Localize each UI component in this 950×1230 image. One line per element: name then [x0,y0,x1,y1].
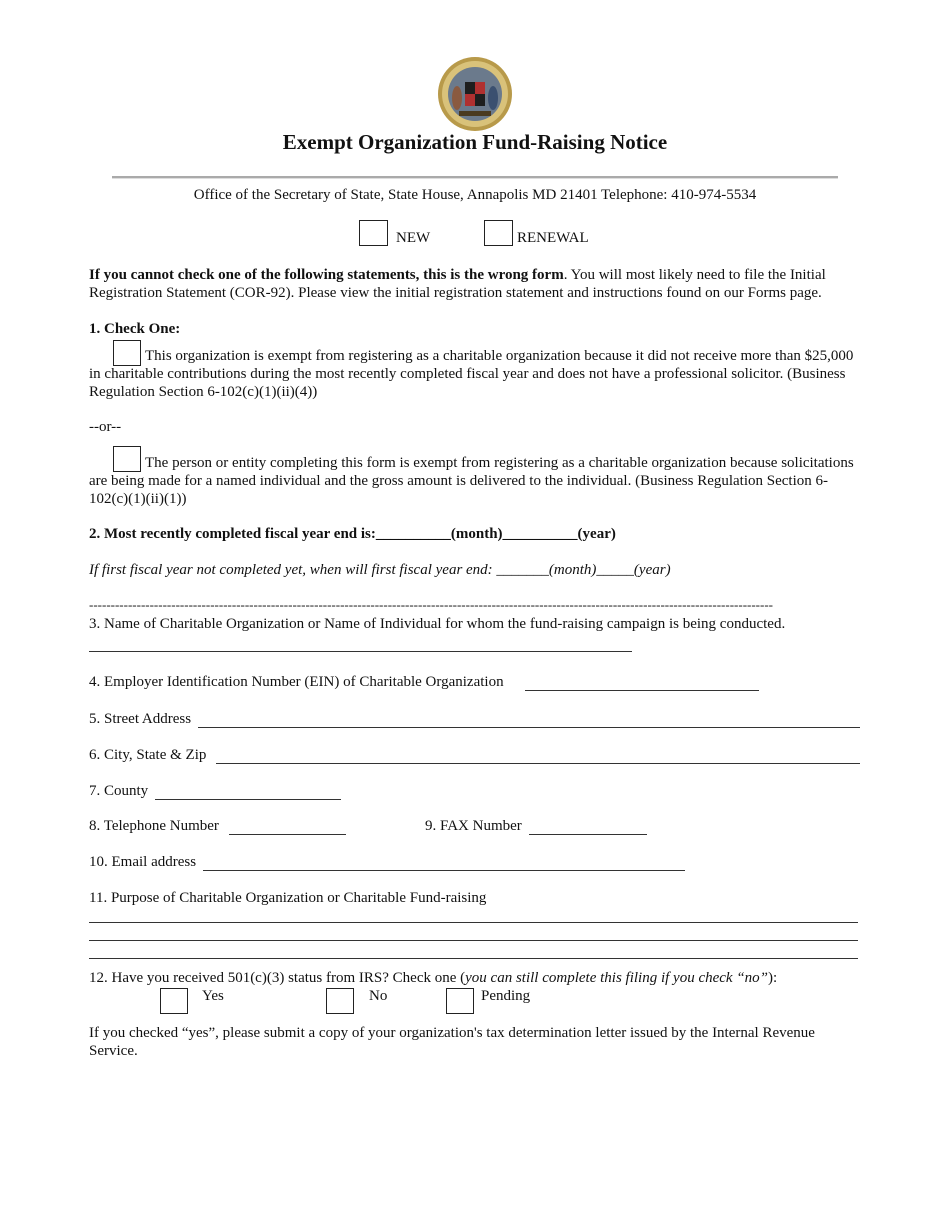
footer-note: If you checked “yes”, please submit a copy of your organization's tax determination letter issued by the Internal Revenue Service. [89,1025,815,1059]
dashed-separator: -------------------------------------------------------------------------------------------------------------------------------------------------------------- [89,597,773,612]
ein-input-line[interactable] [525,690,759,691]
q10-label: 10. Email address [89,854,197,870]
q12-question: 12. Have you received 501(c)(3) status from IRS? Check one (you can still complete this filing if you check “no”): [89,970,778,986]
irs-yes-label: Yes [202,988,224,1004]
office-address: Office of the Secretary of State, State House, Annapolis MD 21401 Telephone: 410-974-5534 [193,187,757,203]
new-checkbox[interactable] [359,220,388,246]
city-state-zip-input-line[interactable] [216,763,860,764]
telephone-input-line[interactable] [229,834,346,835]
purpose-input-line-2[interactable] [89,940,858,941]
street-address-input-line[interactable] [198,727,860,728]
irs-no-label: No [369,988,388,1004]
q4-label: 4. Employer Identification Number (EIN) of Charitable Organization [89,674,504,690]
fiscal-year-end-field[interactable]: 2. Most recently completed fiscal year end is:__________(month)__________(year) [89,526,616,542]
q3-label: 3. Name of Charitable Organization or Name of Individual for whom the fund-raising campaign is being conducted. [89,616,786,632]
intro-paragraph: If you cannot check one of the following statements, this is the wrong form. You will most likely need to file the Initial Registration Statement (COR-92). Please view the initial registration statement and instructions found on our Forms page. [89,267,826,301]
or-separator: --or-- [89,419,122,435]
q3-input-line[interactable] [89,651,632,652]
q6-label: 6. City, State & Zip [89,747,207,763]
title-divider [112,176,838,179]
q9-label: 9. FAX Number [425,818,522,834]
irs-yes-checkbox[interactable] [160,988,188,1014]
fax-input-line[interactable] [529,834,647,835]
irs-pending-checkbox[interactable] [446,988,474,1014]
purpose-input-line-1[interactable] [89,922,858,923]
q11-label: 11. Purpose of Charitable Organization or Charitable Fund-raising [89,890,487,906]
purpose-input-line-3[interactable] [89,958,858,959]
renewal-checkbox[interactable] [484,220,513,246]
irs-no-checkbox[interactable] [326,988,354,1014]
irs-pending-label: Pending [481,988,531,1004]
state-seal-icon [437,56,513,132]
section1-heading: 1. Check One: [89,321,181,337]
email-input-line[interactable] [203,870,685,871]
renewal-label: RENEWAL [517,230,589,246]
new-label: NEW [396,230,431,246]
q5-label: 5. Street Address [89,711,192,727]
q7-label: 7. County [89,783,149,799]
first-fiscal-year-field[interactable]: If first fiscal year not completed yet, when will first fiscal year end: _______(month)_____(year) [89,562,671,578]
exempt-option-b-text: The person or entity completing this form is exempt from registering as a charitable organization because solicitations are being made for a named individual and the gross amount is delivered to the individual. (Business Regulation Section 6-102(c)(1)(ii)(1)) [89,455,854,507]
exempt-option-a-text: This organization is exempt from registering as a charitable organization because it did not receive more than $25,000 in charitable contributions during the most recently completed fiscal year and does not have a professional solicitor. (Business Regulation Section 6-102(c)(1)(ii)(4)) [89,348,854,400]
form-title: Exempt Organization Fund-Raising Notice [282,130,668,154]
q8-label: 8. Telephone Number [89,818,219,834]
county-input-line[interactable] [155,799,341,800]
